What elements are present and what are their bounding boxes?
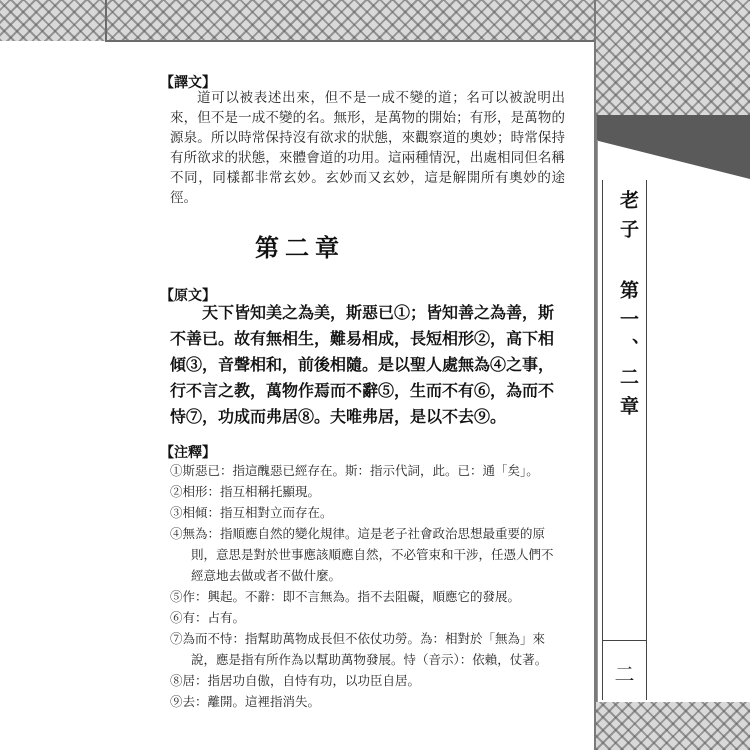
decorative-lattice-right-bottom — [596, 702, 750, 750]
note-item: ①斯惡已：指這醜惡已經存在。斯：指示代詞，此。已：通「矣」。 — [170, 463, 539, 478]
running-head-vertical-title: 老子 第一、二章 — [617, 190, 639, 425]
notes-list — [170, 460, 565, 712]
translation-paragraph: 道可以被表述出來，但不是一成不變的道；名可以被說明出來，但不是一成不變的名。無形，是萬物的開始；有形，是萬物的源泉。所以時常保持沒有欲求的狀態，來觀察道的奧妙；時常保持有所欲求的狀態，來體會道的功用。這兩種情況，出處相同但名稱不同，同樣都非常玄妙。玄妙而又玄妙，這是解開所有奧妙的途徑。 — [170, 90, 565, 206]
note-item: ④無為：指順應自然的變化規律。這是老子社會政治思想最重要的原則，意思是對於世事應該順應自然，不必管束和干涉，任憑人們不經意地去做或者不做什麼。 — [170, 526, 554, 583]
note-item: ⑤作：興起。不辭：即不言無為。指不去阻礙，順應它的發展。 — [170, 589, 521, 604]
frame-top-border — [105, 40, 594, 42]
note-item: ⑨去：離開。這裡指消失。 — [170, 694, 321, 709]
frame-left-border — [105, 0, 107, 42]
note-item: ⑥有：占有。 — [170, 610, 246, 625]
decorative-lattice-top — [0, 0, 594, 41]
chapter-title: 第二章 — [255, 234, 345, 262]
note-item: ⑦為而不恃：指幫助萬物成長但不依仗功勞。為：相對於「無為」來說，應是指有所作為以幫助萬物發展。恃（音示）：依賴，仗著。 — [170, 631, 548, 667]
original-paragraph: 天下皆知美之為美，斯惡已①；皆知善之為善，斯不善已。故有無相生，難易相成，長短相形②，高下相傾③，音聲相和，前後相隨。是以聖人處無為④之事，行不言之教，萬物作焉而不辭⑤，生而不有⑥，為而不恃⑦，功成而弗居⑧。夫唯弗居，是以不去⑨。 — [170, 303, 555, 426]
translation-heading: 【譯文】 — [160, 75, 216, 91]
decorative-lattice-right-top — [596, 0, 750, 115]
note-item: ③相傾：指互相對立而存在。 — [170, 505, 333, 520]
original-heading: 【原文】 — [160, 288, 216, 304]
notes-heading: 【注釋】 — [160, 445, 216, 461]
note-item: ⑧居：指居功自傲，自恃有功，以功臣自居。 — [170, 673, 421, 688]
note-item: ②相形：指互相稱托顯現。 — [170, 484, 321, 499]
page-number: 二 — [614, 662, 635, 686]
